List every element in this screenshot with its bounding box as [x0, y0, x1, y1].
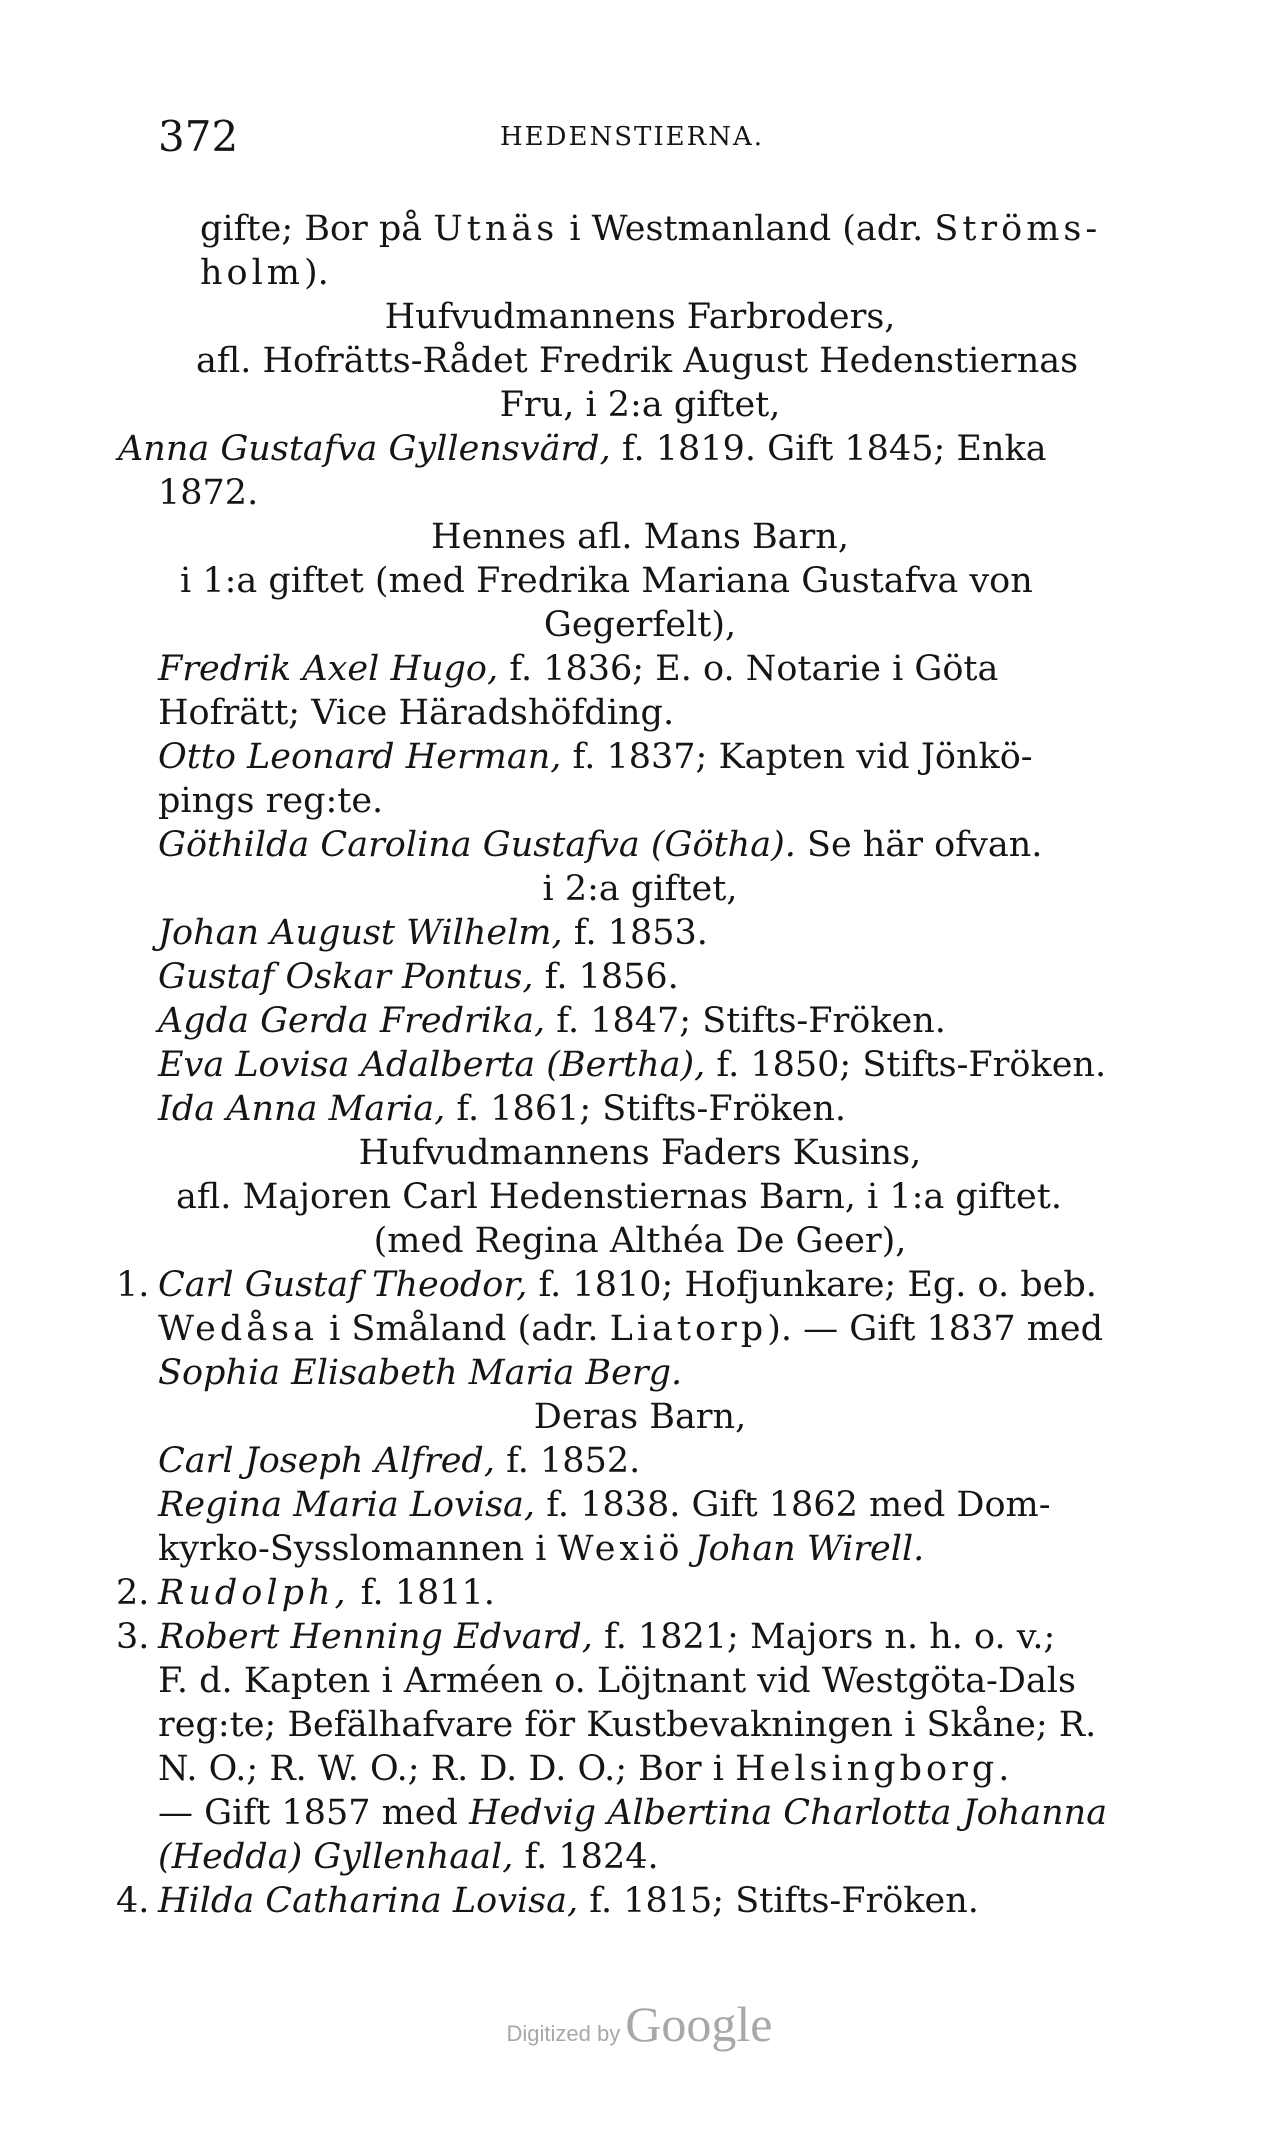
entry-agda: Agda Gerda Fredrika, f. 1847; Stifts-Fröken. — [158, 1001, 946, 1041]
text-line-27: Sophia Elisabeth Maria Berg. — [158, 1353, 683, 1393]
entry-robert: 3. Robert Henning Edvard, f. 1821; Majors n. h. o. v.; — [116, 1617, 1056, 1657]
text-line-37: — Gift 1857 med Hedvig Albertina Charlotta Johanna — [158, 1793, 1108, 1833]
heading-hennes-barn: Hennes afl. Mans Barn, — [431, 517, 849, 557]
text-line-23: afl. Majoren Carl Hedenstiernas Barn, i 1:a giftet. — [176, 1177, 1062, 1217]
entry-otto: Otto Leonard Herman, f. 1837; Kapten vid Jönkö- — [158, 737, 1033, 777]
text-line-35: reg:te; Befälhafvare för Kustbevakningen i Skåne; R. — [158, 1705, 1097, 1745]
heading-deras-barn: Deras Barn, — [533, 1397, 747, 1437]
text-line-1: gifte; Bor på Utnäs i Westmanland (adr. Ströms- — [200, 209, 1102, 249]
text-line-38: (Hedda) Gyllenhaal, f. 1824. — [158, 1837, 659, 1877]
text-line-24: (med Regina Althéa De Geer), — [373, 1221, 907, 1261]
google-logo: Google — [625, 1996, 773, 2052]
entry-johan: Johan August Wilhelm, f. 1853. — [158, 913, 708, 953]
entry-ida: Ida Anna Maria, f. 1861; Stifts-Fröken. — [158, 1089, 846, 1129]
entry-gustaf: Gustaf Oskar Pontus, f. 1856. — [158, 957, 679, 997]
text-line-31: kyrko-Sysslomannen i Wexiö Johan Wirell. — [158, 1529, 925, 1569]
text-line-4: afl. Hofrätts-Rådet Fredrik August Hedenstiernas — [196, 341, 1079, 381]
text-line-12: Hofrätt; Vice Häradshöfding. — [158, 693, 675, 733]
text-line-10: Gegerfelt), — [543, 605, 737, 645]
text-line-14: pings reg:te. — [158, 781, 384, 821]
running-head: HEDENSTIERNA. — [500, 122, 764, 152]
entry-eva: Eva Lovisa Adalberta (Bertha), f. 1850; Stifts-Fröken. — [158, 1045, 1107, 1085]
page-number: 372 — [158, 112, 239, 161]
text-line-9: i 1:a giftet (med Fredrika Mariana Gustafva von — [180, 561, 1033, 601]
entry-gothilda: Göthilda Carolina Gustafva (Götha). Se här ofvan. — [158, 825, 1043, 865]
entry-hilda: 4. Hilda Catharina Lovisa, f. 1815; Stifts-Fröken. — [116, 1881, 979, 1921]
entry-regina: Regina Maria Lovisa, f. 1838. Gift 1862 med Dom- — [158, 1485, 1051, 1525]
heading-fru: Fru, i 2:a giftet, — [499, 385, 781, 425]
heading-second-marriage: i 2:a giftet, — [542, 869, 738, 909]
heading-farbroders: Hufvudmannens Farbroders, — [384, 297, 896, 337]
text-line-36: N. O.; R. W. O.; R. D. D. O.; Bor i Helsingborg. — [158, 1749, 1010, 1789]
entry-anna: Anna Gustafva Gyllensvärd, f. 1819. Gift 1845; Enka — [118, 429, 1047, 469]
entry-fredrik: Fredrik Axel Hugo, f. 1836; E. o. Notarie i Göta — [158, 649, 999, 689]
text-line-26: Wedåsa i Småland (adr. Liatorp). — Gift 1837 med — [158, 1309, 1104, 1349]
digitized-by-text: Digitized by — [506, 2021, 621, 2046]
text-line-7: 1872. — [158, 473, 259, 513]
text-line-2: holm). — [200, 253, 329, 293]
text-line-34: F. d. Kapten i Arméen o. Löjtnant vid Westgöta-Dals — [158, 1661, 1076, 1701]
heading-faders-kusins: Hufvudmannens Faders Kusins, — [358, 1133, 922, 1173]
digitized-by-google-watermark — [0, 1995, 1279, 2053]
entry-rudolph: 2. Rudolph, f. 1811. — [116, 1573, 495, 1613]
entry-carl-gustaf: 1. Carl Gustaf Theodor, f. 1810; Hofjunkare; Eg. o. beb. — [116, 1265, 1097, 1305]
entry-carl-joseph: Carl Joseph Alfred, f. 1852. — [158, 1441, 641, 1481]
